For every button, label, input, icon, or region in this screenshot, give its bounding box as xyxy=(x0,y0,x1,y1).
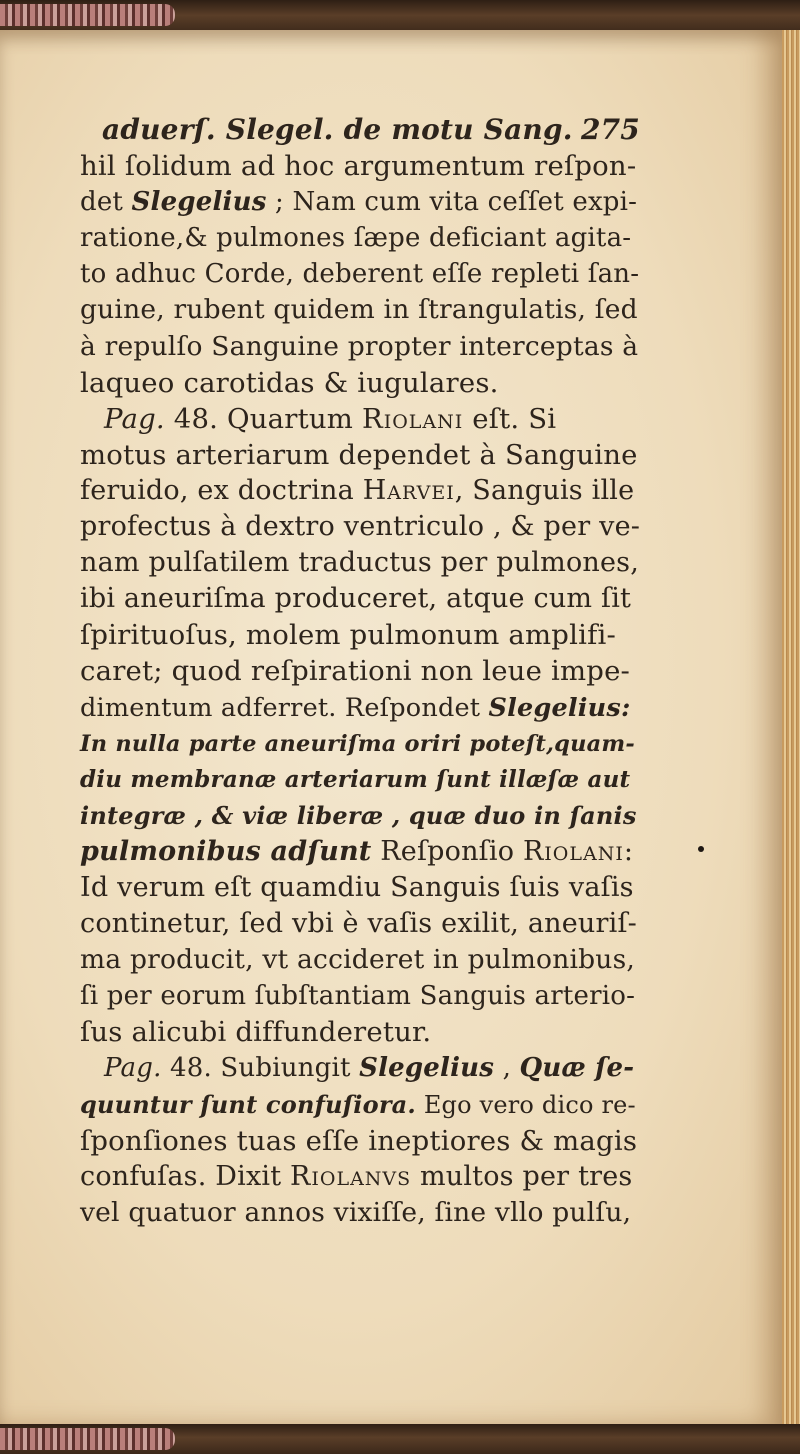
page-reference: Pag. xyxy=(104,1053,162,1084)
text-line xyxy=(80,617,640,653)
text-line xyxy=(80,978,640,1014)
text-line xyxy=(80,148,640,184)
text-segment: guine, rubent quidem in ſtrangulatis, ſed xyxy=(80,294,638,326)
text-line xyxy=(80,220,640,256)
text-segment: ibi aneuriſma produceret, atque cum ſit xyxy=(80,583,632,615)
text-segment: vel quatuor annos vixiſſe, ſine vllo pulſu, xyxy=(80,1196,632,1228)
text-block xyxy=(80,112,640,1231)
text-segment: ſpirituoſus, molem pulmonum amplifi- xyxy=(80,619,616,652)
text-segment: profectus à dextro ventriculo , & per ve- xyxy=(80,511,641,543)
quotation-segment: pulmonibus adſunt xyxy=(80,835,372,867)
name-segment: Riolani xyxy=(362,402,464,435)
text-segment: à repulſo Sanguine propter interceptas à xyxy=(80,330,639,362)
text-segment: ratione,& pulmones ſæpe deficiant agita- xyxy=(80,223,632,254)
name-segment: Slegelius xyxy=(131,187,267,218)
text-line xyxy=(80,1123,640,1159)
text-segment: hil ſolidum ad hoc argumentum reſpon- xyxy=(80,150,637,183)
text-line xyxy=(80,545,640,581)
name-segment: Riolani xyxy=(522,835,624,867)
text-line xyxy=(80,1159,640,1195)
text-segment: multos per tres xyxy=(411,1160,633,1192)
text-segment: det xyxy=(80,187,132,218)
margin-dot xyxy=(698,846,704,852)
quotation-segment: diu membranæ arteriarum ſunt illæſæ aut xyxy=(80,765,631,793)
text-line xyxy=(80,1195,640,1231)
text-line xyxy=(80,292,640,328)
text-segment: ſponſiones tuas eſſe ineptiores & magis xyxy=(80,1124,638,1157)
text-line xyxy=(80,365,640,401)
text-line xyxy=(80,798,640,834)
text-segment: ſi per eorum ſubſtantiam Sanguis arterio- xyxy=(80,981,636,1012)
text-segment: Id verum eſt quamdiu Sanguis ſuis vaſis xyxy=(80,871,634,903)
text-line xyxy=(80,329,640,365)
text-line xyxy=(80,1087,640,1123)
text-segment: continetur, ſed vbi è vaſis exilit, aneuriſ- xyxy=(80,908,637,940)
text-segment: dimentum adferret. Reſpondet xyxy=(80,692,489,723)
text-line xyxy=(80,1050,640,1086)
name-segment: Slegelius: xyxy=(488,692,631,723)
running-head-title: aduerſ. Slegel. de motu Sang. xyxy=(102,113,573,146)
text-line xyxy=(80,581,640,617)
text-line xyxy=(80,834,640,870)
name-segment: Riolanvs xyxy=(290,1160,412,1192)
text-line xyxy=(80,906,640,942)
text-line xyxy=(80,256,640,292)
quotation-segment: In nulla parte aneuriſma oriri poteſt,quam- xyxy=(80,730,635,757)
text-segment: nam pulſatilem traductus per pulmones, xyxy=(80,547,640,579)
text-line xyxy=(80,690,640,726)
text-line xyxy=(80,762,640,798)
name-segment: Harvei xyxy=(362,474,455,506)
text-line xyxy=(80,509,640,545)
text-segment: feruido, ex doctrina xyxy=(80,474,363,506)
text-segment: Reſponſio xyxy=(371,835,523,867)
text-segment: to adhuc Corde, deberent eſſe repleti ſan- xyxy=(80,259,640,290)
quotation-segment: quuntur ſunt confuſiora. xyxy=(80,1089,416,1119)
text-line xyxy=(80,942,640,978)
page-edges xyxy=(782,30,800,1424)
text-segment: Ego vero dico re- xyxy=(415,1090,636,1119)
quotation-segment: Quæ ſe- xyxy=(519,1053,635,1084)
text-line xyxy=(80,870,640,906)
page-number: 275 xyxy=(580,113,640,146)
headband-top xyxy=(0,4,175,26)
text-segment: 48. Quartum xyxy=(164,402,363,435)
text-segment: , Sanguis ille xyxy=(454,474,635,506)
text-segment: : xyxy=(623,835,634,867)
page-reference: Pag. xyxy=(104,402,165,435)
text-segment: 48. Subiungit xyxy=(161,1053,360,1084)
text-segment: confuſas. Dixit xyxy=(80,1160,291,1192)
text-segment: ; Nam cum vita ceſſet expi- xyxy=(266,187,638,218)
text-line xyxy=(80,401,640,437)
text-segment: , xyxy=(494,1053,520,1084)
text-segment: ſus alicubi diffunderetur. xyxy=(80,1016,432,1049)
text-line xyxy=(80,473,640,509)
text-line xyxy=(80,1014,640,1050)
text-line xyxy=(80,184,640,220)
text-segment: motus arteriarum dependet à Sanguine xyxy=(80,438,638,471)
text-segment: ma producit, vt accideret in pulmonibus, xyxy=(80,944,636,976)
text-segment: caret; quod reſpirationi non leue impe- xyxy=(80,655,631,688)
name-segment: Slegelius xyxy=(359,1053,495,1084)
text-segment: eſt. Si xyxy=(463,402,557,435)
text-line xyxy=(80,437,640,473)
running-head xyxy=(80,112,640,148)
headband-bottom xyxy=(0,1428,175,1450)
text-line xyxy=(80,653,640,689)
text-line xyxy=(80,726,640,762)
quotation-segment: integræ , & viæ liberæ , quæ duo in ſanis xyxy=(80,800,637,830)
text-segment: laqueo carotidas & iugulares. xyxy=(80,366,499,399)
